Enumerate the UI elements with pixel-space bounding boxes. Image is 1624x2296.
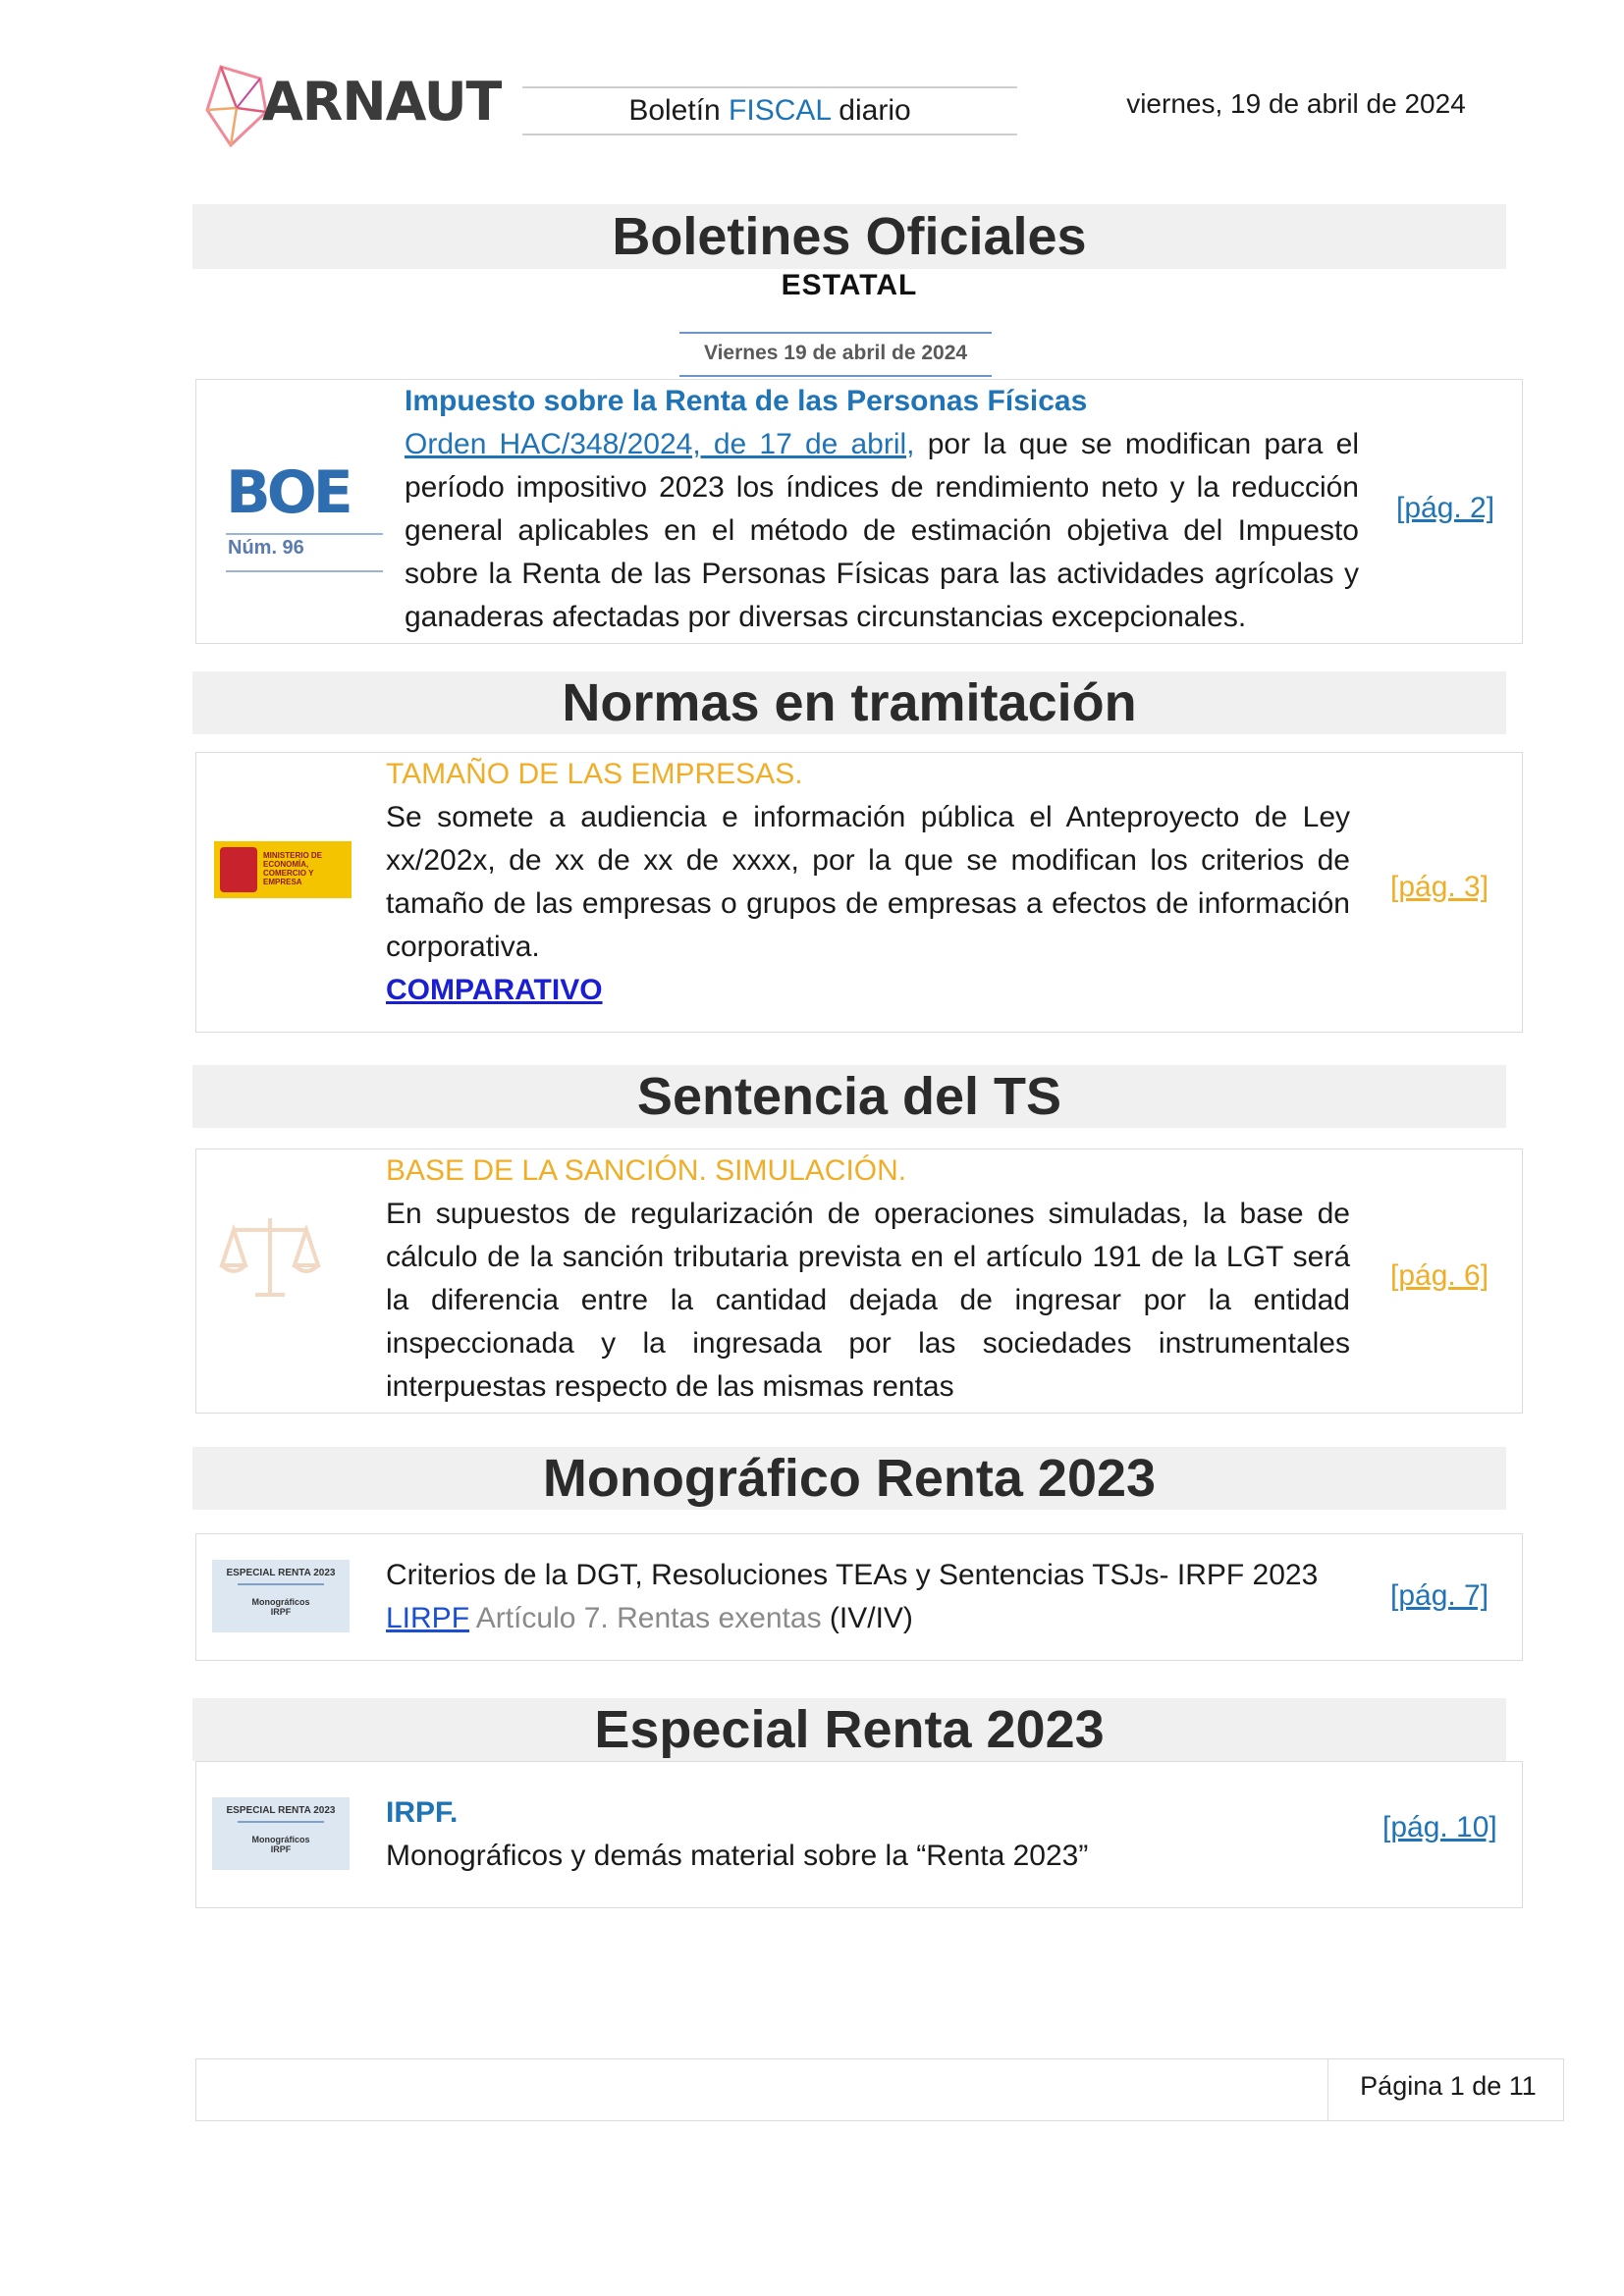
normas-item-title: TAMAÑO DE LAS EMPRESAS. [386, 758, 803, 790]
boe-letters: BOE [226, 458, 350, 527]
card-sentencia [195, 1148, 1523, 1414]
bulletin-fiscal: FISCAL [729, 94, 831, 127]
spain-crest-icon [220, 847, 257, 892]
especial-item-body: Monográficos y demás material sobre la “Renta 2023” [386, 1840, 1089, 1872]
section-title-normas: Normas en tramitación [192, 671, 1506, 734]
boe-item-title: Impuesto sobre la Renta de las Personas Físicas [405, 385, 1088, 417]
especial-renta-thumbnail-2 [212, 1797, 350, 1870]
thumb-sub2: IRPF [270, 1607, 292, 1617]
arnaut-logo [201, 61, 502, 151]
monografico-suffix: (IV/IV) [821, 1602, 913, 1634]
bulletin-title [522, 86, 1017, 135]
header-date: viernes, 19 de abril de 2024 [1126, 88, 1466, 119]
thumb-divider [238, 1583, 324, 1585]
boe-divider [226, 533, 383, 535]
boe-number: Núm. 96 [228, 537, 304, 559]
sentencia-item-body: En supuestos de regularización de operaciones simuladas, la base de cálculo de la sanción tributaria prevista en el artículo 191 de la LGT será la diferencia entre la cantidad dejada de ingresar por la entidad inspeccionada y la ingresada por las sociedades instrumentales interpuestas respecto de las mismas rentas [386, 1198, 1350, 1403]
thumb-title: ESPECIAL RENTA 2023 [226, 1805, 336, 1816]
thumb-divider [238, 1821, 324, 1823]
page-number: Página 1 de 11 [1360, 2071, 1537, 2101]
thumb-subtitle [212, 1835, 350, 1854]
section-title-monografico: Monográfico Renta 2023 [192, 1447, 1506, 1510]
ministerio-logo [214, 841, 352, 898]
bulletin-prefix: Boletín [628, 94, 730, 127]
thumb-sub2: IRPF [270, 1844, 292, 1854]
section-title-boletines: Boletines Oficiales [192, 204, 1506, 269]
ministerio-label: MINISTERIO DE ECONOMÍA, COMERCIO Y EMPRESA [263, 851, 323, 886]
sentencia-page-link[interactable]: [pág. 6] [1390, 1259, 1489, 1292]
thumb-subtitle [212, 1597, 350, 1617]
monografico-page-link[interactable]: [pág. 7] [1390, 1579, 1489, 1612]
bulletin-suffix: diario [830, 94, 911, 127]
card-monografico [195, 1533, 1523, 1661]
normas-page-link[interactable]: [pág. 3] [1390, 871, 1489, 903]
section-subtitle-estatal: ESTATAL [781, 269, 918, 301]
page-footer [195, 2058, 1564, 2121]
card-especial [195, 1761, 1523, 1908]
thumb-title: ESPECIAL RENTA 2023 [226, 1568, 336, 1578]
sentencia-item-title: BASE DE LA SANCIÓN. SIMULACIÓN. [386, 1154, 907, 1187]
arnaut-logo-icon [201, 61, 270, 151]
normas-item-body: Se somete a audiencia e información pública el Anteproyecto de Ley xx/202x, de xx de xx de xxxx, por la que se modifican los criterios de tamaño de las empresas o grupos de empresas a efectos de información corporativa. [386, 801, 1350, 963]
boe-order-link[interactable]: Orden HAC/348/2024, de 17 de abril, [405, 428, 915, 460]
monografico-line2 [386, 1597, 1368, 1640]
lirpf-link[interactable]: LIRPF [386, 1602, 470, 1634]
thumb-sub1: Monográficos [251, 1597, 310, 1607]
thumb-sub1: Monográficos [251, 1835, 310, 1844]
card-boe [195, 379, 1523, 644]
normas-comparativo [386, 969, 603, 1012]
monografico-article: Artículo 7. Rentas exentas [469, 1602, 822, 1634]
especial-renta-thumbnail [212, 1560, 350, 1632]
card-normas [195, 752, 1523, 1033]
boe-page-link[interactable]: [pág. 2] [1396, 492, 1495, 524]
boe-divider-bottom [226, 570, 383, 572]
especial-item-title: IRPF. [386, 1796, 459, 1829]
especial-page-link[interactable]: [pág. 10] [1382, 1811, 1497, 1843]
boe-item-body [405, 423, 1359, 639]
logo-wordmark: ARNAUT [262, 71, 502, 133]
scale-icon [216, 1208, 324, 1307]
monografico-line1: Criterios de la DGT, Resoluciones TEAs y Sentencias TSJs- IRPF 2023 [386, 1559, 1319, 1591]
boe-logo [226, 458, 393, 576]
boletin-date-label: Viernes 19 de abril de 2024 [679, 332, 992, 377]
section-title-sentencia: Sentencia del TS [192, 1065, 1506, 1128]
boe-body-text: por la que se modifican para el período impositivo 2023 los índices de rendimiento neto y la reducción general aplicables en el método de estimación objetiva del Impuesto sobre la Renta de las Personas Físicas para las actividades agrícolas y ganaderas afectadas por diversas circunstancias excepcionales. [405, 428, 1359, 633]
section-title-especial: Especial Renta 2023 [192, 1698, 1506, 1761]
comparativo-link[interactable]: COMPARATIVO [386, 974, 603, 1006]
footer-divider [1327, 2059, 1328, 2120]
